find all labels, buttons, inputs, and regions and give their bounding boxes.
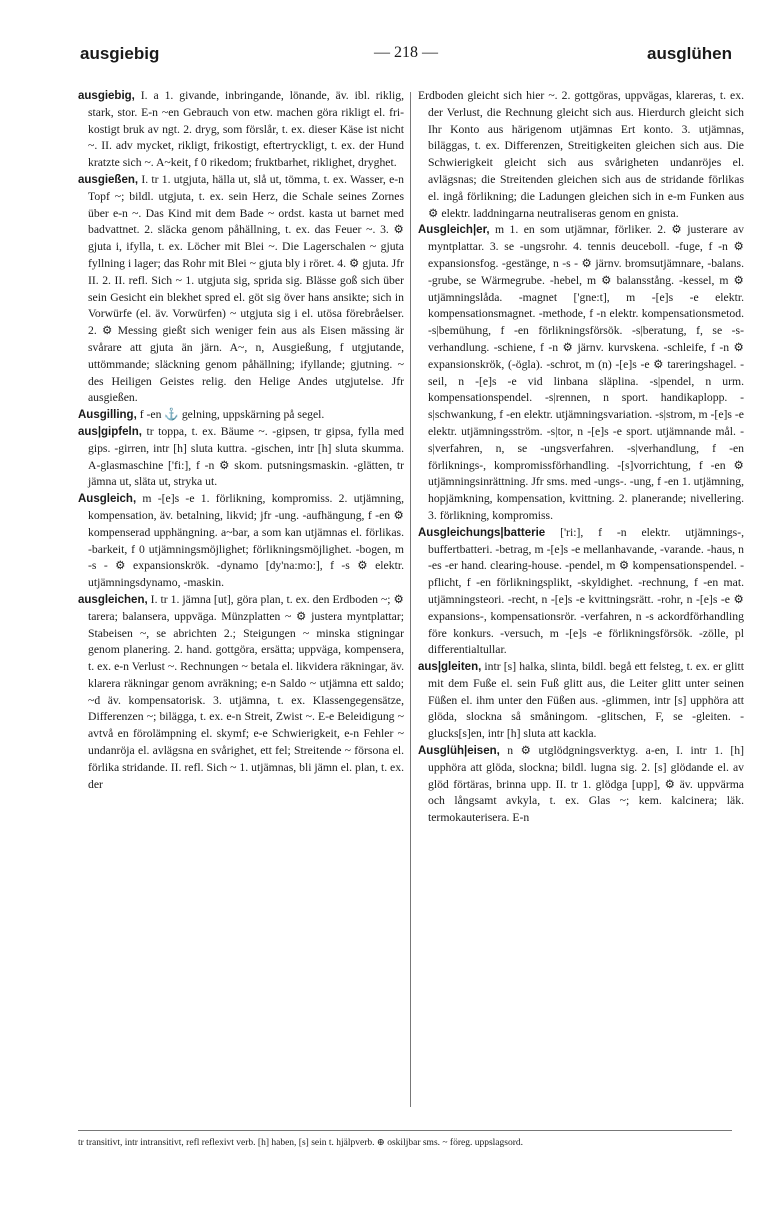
entry: Ausgilling, f -en ⚓ gelning, uppskärning på segel.: [78, 408, 325, 422]
entry: Ausglüh|eisen, n ⚙ utglödgningsverktyg. a-en, I. intr 1. [h] upphöra att glöda, slockna; bildl. lugna sig. 2. [s] glödande el. av glöd förtäras, brinna upp. II. tr 1. glödga [upp], ⚙ äv. uppvärma och långsamt avkyla, t. ex. Glas ~; kem. kalcinera; läk. termokauterisera. E-n: [418, 744, 744, 825]
entry: ausgiebig, I. a 1. givande, inbringande, lönande, äv. ibl. riklig, stark, stor. E-n ~en Gebrauch von etw. machen göra rikligt el. fri-kostigt bruk av ngt. 2. dryg, som förslår, t. ex. dieser Käse ist nicht ~. II. adv mycket, rikligt, frikostigt, eftertryckligt, t. ex. der Hund kratzte sich ~. A~keit, f 0 rikedom; fruktbarhet, riklighet, dryghet.: [78, 89, 404, 170]
entry: Ausgleichungs|batterie ['ri:], f -n elektr. utjämnings-, buffertbatteri. -betrag, m -[e]s -e mellanhavande, -varande. -haus, n -es -er hand. clearing-house. -pendel, m ⚙ kompensationspendel. -pflicht, f -en förlikningsplikt, -skyldighet. -rechnung, f -en mat. utjämningsteori. -recht, n -[e]s -e kvittningsrätt. -rohr, n -[e]s -e ⚙ expansions-, kompensationsrör. -verfahren, n -s ackordförhandling före konkurs. -versuch, m -[e]s -e förlikningsförsök. -zölle, pl differentialtullar.: [418, 525, 744, 657]
header-last-word: ausglühen: [646, 44, 732, 63]
entry: ausgießen, I. tr 1. utgjuta, hälla ut, slå ut, tömma, t. ex. Wasser, e-n Topf ~; bildl. utgjuta, t. ex. sein Herz, die Schale seines Zornes über e-n ~. Das Kind mit dem Bade ~ ordst. kasta ut barnet med badvattnet. 2. släcka genom påhällning, t. ex. das Feuer ~. 3. ⚙ gjuta i, ifylla, t. ex. Löcher mit Blei ~. Die Lagerschalen ~ gjuta fyllning i lager; das Rohr mit Blei ~ gjuta bly i röret. 4. ⚙ gjuta. Jfr II. 2. II. refl. Sich ~ 1. utgjuta sig, sprida sig. Blässe goß sich über sein Gesicht ein blekhet spred el. göt sig över hans ansikte; sich in Vorwürfe (el. äv. Vorwürfen) ~ utgjuta sig i el. utösa förebråelser. 2. ⚙ Messing gießt sich weniger fein aus als Eisen mässing är svårare att gjuta än järn. A~, n, Ausgießung, f utgjutande, uttömmande; släckning genom påhällning; ifyllande; gjutning. ~ des Heiligen Geistes relig. den Helige Andes utgjutelse. Jfr ausgießen.: [78, 172, 404, 405]
page-header: [80, 44, 732, 74]
entry: Ausgleich|er, m 1. en som utjämnar, förliker. 2. ⚙ justerare av myntplattar. 3. se -ungsrohr. 4. tennis deuceboll. -fuge, f -n ⚙ expansionsfog. -gestänge, n -s - ⚙ järnv. bromsutjämnare, -balans. -grube, se Wärmegrube. -hebel, m ⚙ balansstång. -kessel, m ⚙ utjämningslåda. -magnet ['gne:t], m -[e]s -e elektr. kompensationsmagnet. -methode, f -n elektr. kompensationsmetod. -s|bemühung, f -en förlikningsförsök. -s|beratung, f, se -s-verhandlung. -schiene, f -n ⚙ järnv. kurvskena. -schleife, f -n ⚙ expansionskrök, (-ögla). -schrot, m (n) -[e]s -e ⚙ tareringshagel. -seil, n -[e]s -e vid linbana släplina. -s|pendel, n urm. kompensationspendel. -s|rennen, n sport. handikaplopp. -s|schwankung, f -en elektr. utjämningsvariation. -s|strom, m -[e]s -e elektr. utjämningsström. -s|tor, n -[e]s -e sport. utjämnande mål. -s|verfahren, n, se -ungsverfahren. -s|verhandlung, f -en förliknings-, kompromissförhandling. -[s]vorrichtung, f -en ⚙ utjämningsinrättning. Jfr sms. med -ungs-. -ung, f -en 1. utjämning, hopjämkning, kompensation, kvittning. 2. planerande; nivellering. 3. förlikning, kompromiss.: [418, 223, 744, 522]
entry: aus|gipfeln, tr toppa, t. ex. Bäume ~. -gipsen, tr gipsa, fylla med gips. -girren, intr [h] sluta kuttra. -gischen, intr [h] sluta skumma. A-glasmaschine ['fi:], f -n ⚙ skom. putsningsmaskin. -glätten, tr jämna ut, släta ut, stryka ut.: [78, 424, 404, 489]
entry-continuation: Erdboden gleicht sich hier ~. 2. gottgöras, uppvägas, klareras, t. ex. der Verlust, die Rechnung gleicht sich aus. Hierdurch gleicht sich Ihr Konto aus härigenom utjämnas Ert konto. 3. utjämnas, biläggas, t. ex. Differenzen, Streitigkeiten gleichen sich aus. Die Schwierigkeit gleicht sich aus svårigheten undanröjes el. avlägsnas; die Streitenden gleichen sich aus de stridande förlikas el. ingå förlikning; die Ladungen gleichen sich in e-m Funken aus ⚙ elektr. laddningarna neutraliseras genom en gnista.: [418, 89, 744, 220]
entry: ausgleichen, I. tr 1. jämna [ut], göra plan, t. ex. den Erdboden ~; ⚙ tarera; balansera, uppväga. Münzplatten ~ ⚙ justera myntplattar; Stabeisen ~, se abrichten 2.; Steigungen ~ minska stigningar genom planering. 2. hand. gottgöra, ersätta; uppväga, kompensera, t. ex. e-n Verlust ~. Rechnungen ~ betala el. likvidera räkningar, äv. klarera räkningar genom avräkning; e-n Saldo ~ utjämna ett saldo; ~d äv. kompensatorisk. 3. utjämna, t. ex. Klassengegensätze, Differenzen ~; biläggа, t. ex. e-n Streit, Zwist ~. E-e Beleidigung ~ avtvå en förolämpning el. skymf; e-e Schwierigkeit, e-n Fehler ~ undanröja el. avlägsna en svårighet, ett fel; Streitende ~ försona el. förlika stridande. II. refl. Sich ~ 1. utjämnas, bli jämn el. plan, t. ex. der: [78, 592, 404, 791]
column-divider: [410, 92, 411, 1107]
left-column: [78, 88, 404, 1113]
right-column: [418, 88, 744, 1113]
entry: Ausgleich, m -[e]s -e 1. förlikning, kompromiss. 2. utjämning, kompensation, äv. betalning, likvid; jfr -ung. -aufhängung, f -en ⚙ kompenserad upphängning. a~bar, a som kan utjämnas el. förlikas. -barkeit, f 0 utjämningsmöjlighet; förlikningsmöjlighet. -bogen, m -s - ⚙ expansionskrök. -dynamo [dy'na:mo:], f -s ⚙ elektr. utjämningsdynamo, -maskin.: [78, 492, 404, 590]
abbreviation-key: tr transitivt, intr intransitivt, refl reflexivt verb. [h] haben, [s] sein t. hjälpverb. ⊕ oskiljbar sms. ~ föreg. uppslagsord.: [78, 1130, 732, 1148]
header-first-word: ausgiebig: [80, 44, 160, 63]
page-number: — 218 —: [374, 44, 438, 61]
entry: aus|gleiten, intr [s] halka, slinta, bildl. begå ett felsteg, t. ex. er glitt mit dem Fuße el. sein Fuß glitt aus, die Leiter glitt unter seinen Füßen el. ihm unter den Füßen aus. -glimmen, intr [s] upphöra att glöda, slockna så småningom. -glitschen, F, se -gleiten. -glucks[s]en, intr [h] sluta att kackla.: [418, 660, 744, 741]
